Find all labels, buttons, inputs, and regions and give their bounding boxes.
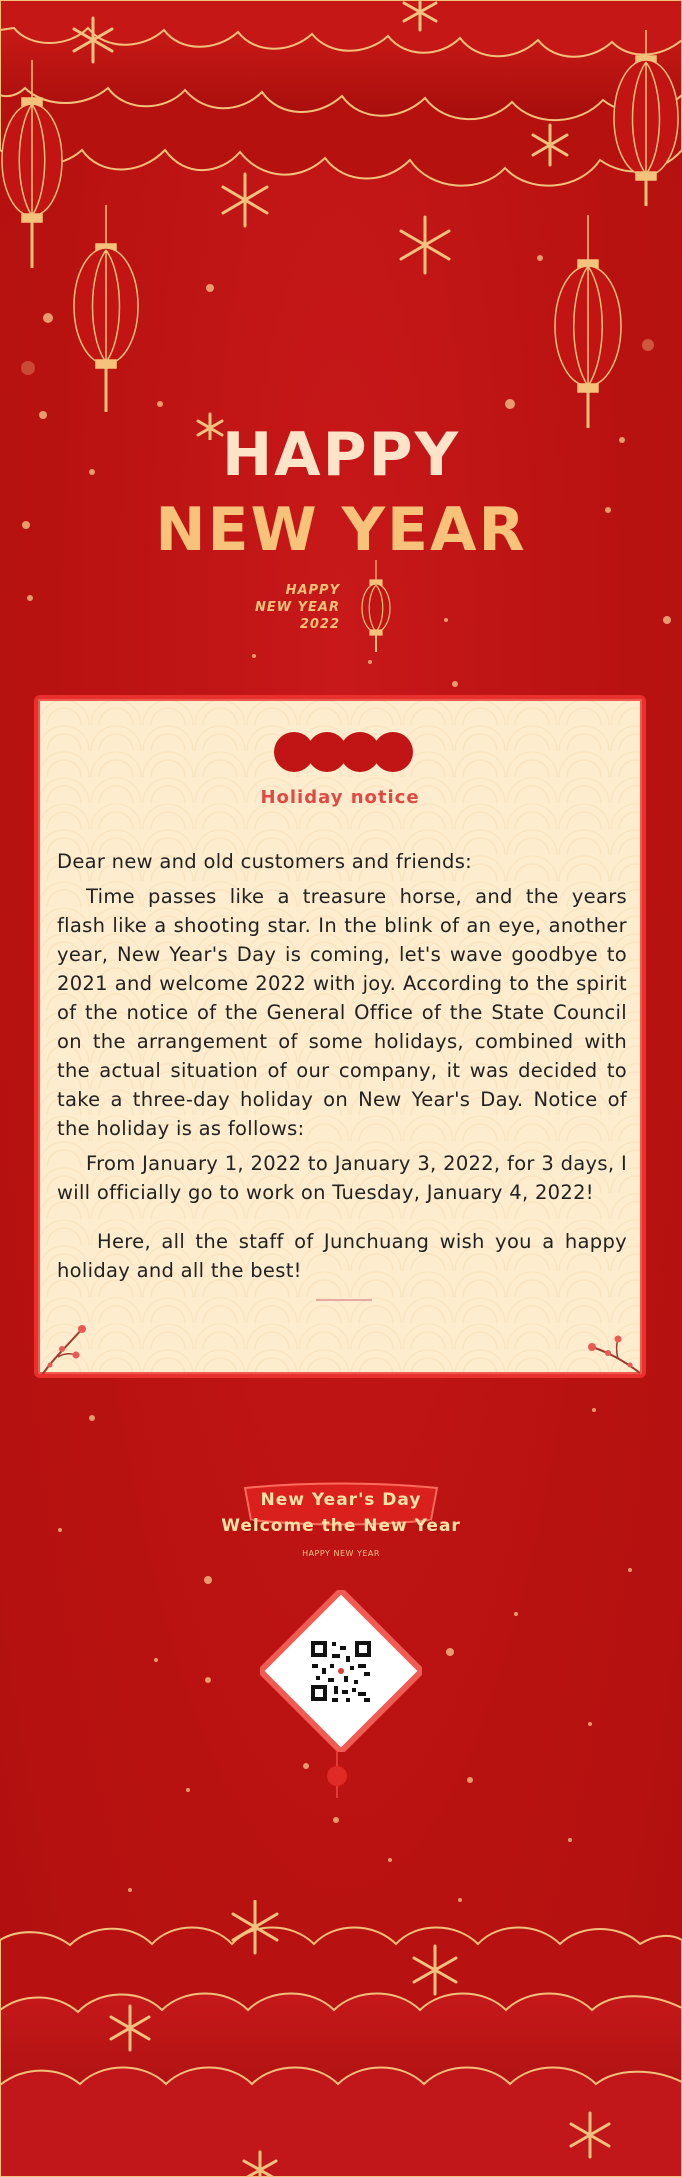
notice-divider [316, 1299, 372, 1301]
snowflake-decoration [0, 0, 682, 440]
notice-title: Holiday notice [260, 787, 420, 808]
banner-small-text: HAPPY NEW YEAR [302, 1549, 380, 1558]
hero-subtitle-happy: HAPPY [285, 583, 340, 598]
bottom-cloud-decoration [0, 1900, 682, 2177]
holiday-notice-card [34, 695, 646, 1378]
hero-title-happy: HAPPY [221, 420, 461, 490]
banner-title: New Year's Day [260, 1490, 422, 1510]
notice-paragraph: Time passes like a treasure horse, and the years flash like a shooting star. In the blink of an eye, another year, New Year's Day is coming, let's wave goodbye to 2021 and welcome 2022 with joy. According to the spirit of the notice of the General Office of the State Council on the arrangement of some holidays, combined with the actual situation of our company, it was decided to take a three-day holiday on New Year's Day. Notice of the holiday is as follows: [57, 885, 627, 1140]
banner-subtitle: Welcome the New Year [221, 1516, 461, 1536]
qr-code-icon[interactable] [260, 1590, 422, 1752]
notice-greeting: Dear new and old customers and friends: [57, 850, 473, 873]
hero-subtitle [250, 582, 340, 633]
tassel-ornament-icon [322, 1752, 352, 1798]
header-dot [373, 732, 413, 772]
notice-header-dots [274, 732, 414, 772]
plum-blossom-icon [38, 1309, 98, 1378]
notice-paragraph: Here, all the staff of Junchuang wish you a happy holiday and all the best! [57, 1230, 627, 1282]
notice-paragraph: From January 1, 2022 to January 3, 2022, for 3 days, I will officially go to work on Tuesday, January 4, 2022! [57, 1152, 627, 1204]
notice-body [57, 847, 627, 1291]
hero-subtitle-year: 2022 [299, 617, 340, 632]
small-lantern-icon [356, 560, 396, 660]
snowflake-icon [74, 0, 567, 440]
plum-blossom-icon [582, 1319, 642, 1378]
hero-subtitle-new-year: NEW YEAR [255, 600, 340, 615]
hero-title-new-year: NEW YEAR [155, 495, 527, 565]
